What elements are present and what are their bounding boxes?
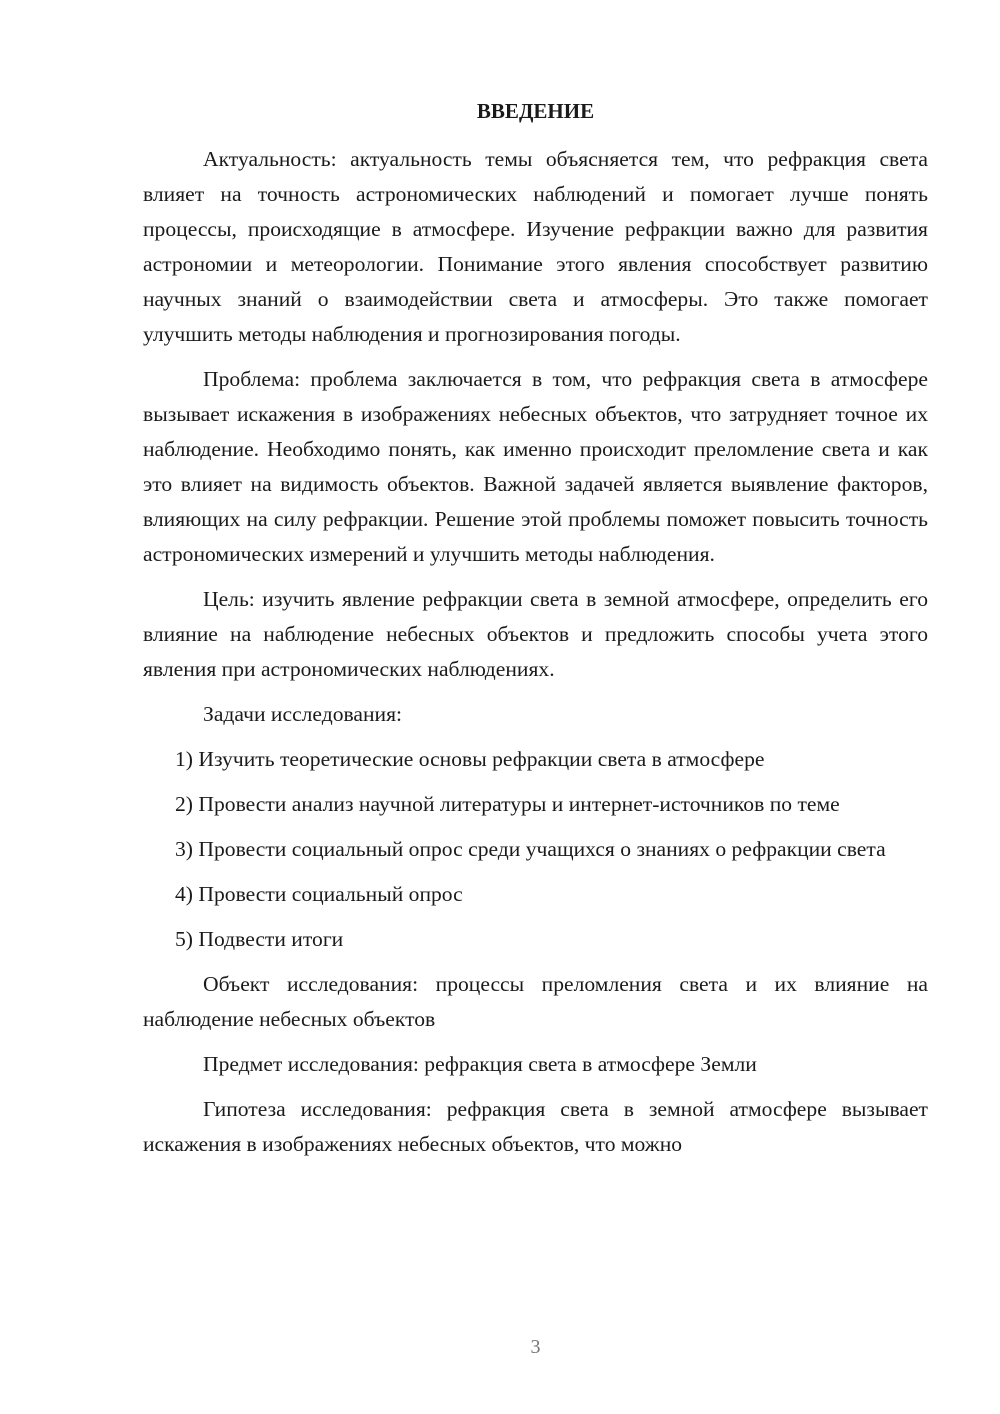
- paragraph-hypothesis: Гипотеза исследования: рефракция света в земной атмосфере вызывает искажения в изображениях небесных объектов, что можно: [143, 1097, 928, 1156]
- paragraph-problem: Проблема: проблема заключается в том, что рефракция света в атмосфере вызывает искажения в изображениях небесных объектов, что затрудняет точное их наблюдение. Необходимо понять, как именно происходит преломление света и как это влияет на видимость объектов. Важной задачей является выявление факторов, влияющих на силу рефракции. Решение этой проблемы поможет повысить точность астрономических измерений и улучшить методы наблюдения.: [143, 367, 928, 566]
- page-title: ВВЕДЕНИЕ: [476, 99, 595, 123]
- paragraph-subject: Предмет исследования: рефракция света в атмосфере Земли: [203, 1052, 757, 1076]
- paragraph-relevance: Актуальность: актуальность темы объясняется тем, что рефракция света влияет на точность астрономических наблюдений и помогает лучше понять процессы, происходящие в атмосфере. Изучение рефракции важно для развития астрономии и метеорологии. Понимание этого явления способствует развитию научных знаний о взаимодействии света и атмосферы. Это также помогает улучшить методы наблюдения и прогнозирования погоды.: [143, 147, 928, 346]
- task-item-4: 4) Провести социальный опрос: [175, 882, 463, 906]
- task-item-5: 5) Подвести итоги: [175, 927, 344, 951]
- page-number: 3: [530, 1336, 541, 1358]
- document-page: [143, 0, 928, 1414]
- paragraph-goal: Цель: изучить явление рефракции света в земной атмосфере, определить его влияние на наблюдение небесных объектов и предложить способы учета этого явления при астрономических наблюдениях.: [143, 587, 928, 681]
- task-item-1: 1) Изучить теоретические основы рефракции света в атмосфере: [175, 747, 765, 771]
- document-body: [143, 142, 928, 1162]
- paragraph-object: Объект исследования: процессы преломления света и их влияние на наблюдение небесных объектов: [143, 972, 928, 1031]
- task-item-2: 2) Провести анализ научной литературы и интернет-источников по теме: [175, 792, 840, 816]
- task-item-3: 3) Провести социальный опрос среди учащихся о знаниях о рефракции света: [175, 837, 886, 861]
- paragraph-tasks-heading: Задачи исследования:: [203, 702, 403, 726]
